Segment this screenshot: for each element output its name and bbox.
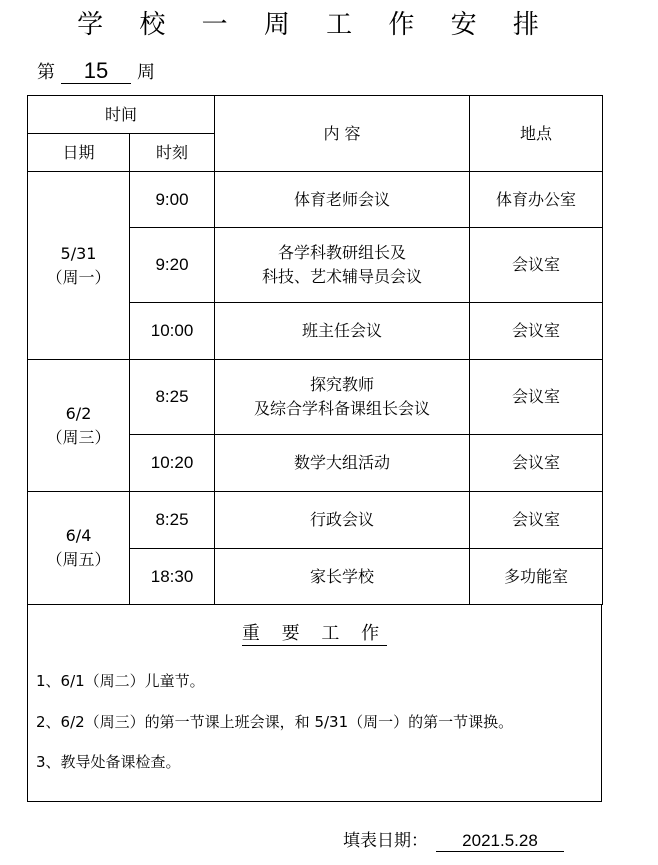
fill-date [343,826,564,852]
content-line: 科技、艺术辅导员会议 [262,267,423,286]
important-work-section [27,605,602,802]
place-cell: 体育办公室 [470,172,603,228]
content-line: 体育老师会议 [294,189,391,209]
header-clock: 时刻 [130,134,215,172]
week-line [37,58,155,84]
content-cell [215,228,470,303]
content-cell [215,303,470,360]
important-item: 1、6/1（周二）儿童节。 [36,672,205,690]
weekday-value: （周三） [46,427,111,447]
time-cell: 9:00 [130,172,215,228]
content-line: 行政会议 [310,510,375,529]
date-value: 5/31 [60,243,97,263]
table-row [28,172,603,228]
important-item: 3、教导处备课检查。 [36,753,181,771]
content-cell [215,435,470,492]
content-cell [215,360,470,435]
place-cell: 会议室 [470,303,603,360]
header-date: 日期 [28,134,130,172]
header-place: 地点 [470,96,603,172]
place-cell: 会议室 [470,435,603,492]
place-cell: 会议室 [470,228,603,303]
weekday-value: （周五） [46,550,111,569]
important-work-title: 重 要 工 作 [241,623,388,644]
date-cell [28,172,130,360]
week-prefix: 第 [37,62,55,83]
content-line: 家长学校 [310,566,375,586]
time-cell: 9:20 [130,228,215,303]
weekday-value: （周一） [46,267,111,287]
time-cell: 8:25 [130,492,215,549]
table-row [28,360,603,435]
time-cell: 10:20 [130,435,215,492]
week-suffix: 周 [137,62,155,83]
date-cell [28,360,130,492]
week-number: 15 [61,59,131,84]
content-line: 探究教师 [310,375,375,394]
content-line: 班主任会议 [302,321,383,340]
header-time: 时间 [28,96,215,134]
important-item: 2、6/2（周三）的第一节课上班会课，和 5/31（周一）的第一节课换。 [36,713,514,731]
date-value: 6/4 [65,526,92,545]
date-value: 6/2 [65,403,92,423]
schedule-table [27,95,603,605]
page-title: 学 校 一 周 工 作 安 排 [77,10,553,40]
place-cell: 会议室 [470,492,603,549]
content-cell [215,549,470,605]
place-cell: 多功能室 [470,549,603,605]
place-cell: 会议室 [470,360,603,435]
content-cell [215,492,470,549]
date-cell [28,492,130,605]
table-row [28,492,603,549]
time-cell: 10:00 [130,303,215,360]
content-line: 各学科教研组长及 [278,243,407,262]
fill-date-value: 2021.5.28 [436,831,564,852]
content-line: 及综合学科备课组长会议 [254,399,431,418]
time-cell: 8:25 [130,360,215,435]
content-line: 数学大组活动 [294,453,391,472]
fill-date-label: 填表日期： [343,831,428,851]
time-cell: 18:30 [130,549,215,605]
content-cell [215,172,470,228]
header-content: 内 容 [215,96,470,172]
